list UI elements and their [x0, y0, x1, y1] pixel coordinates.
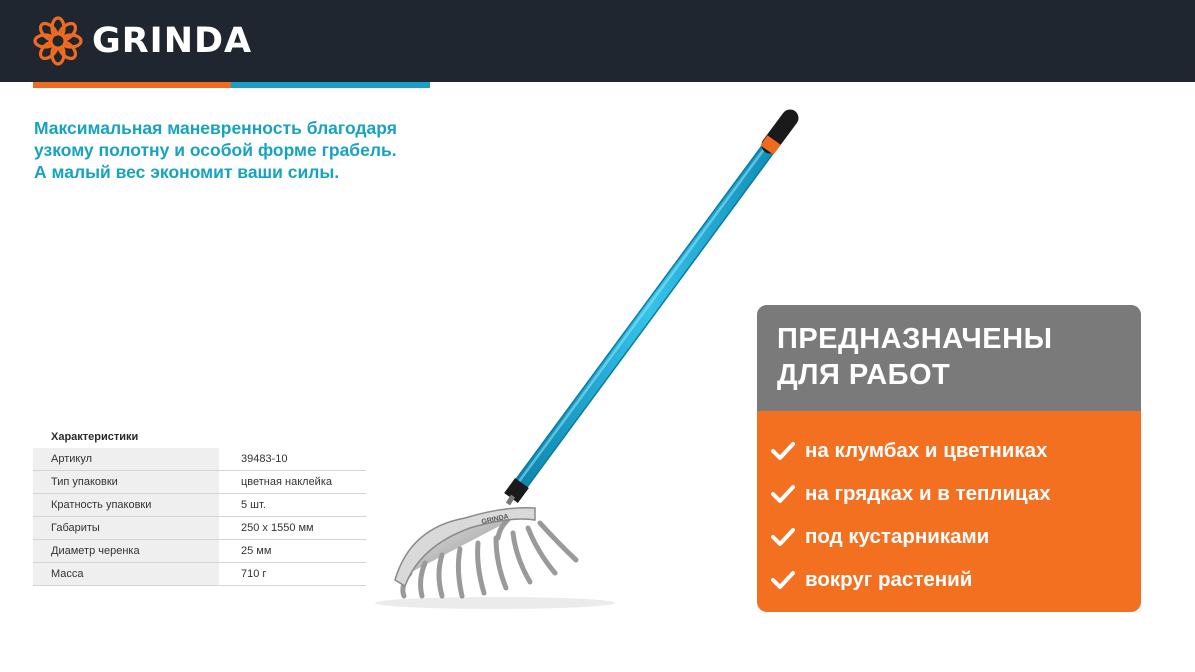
tagline-line-1: Максимальная маневренность благодаря [34, 118, 397, 138]
spec-value: 25 мм [241, 545, 272, 557]
usage-panel-header [757, 305, 1141, 411]
spec-key: Габариты [33, 517, 219, 539]
spec-value: цветная наклейка [241, 476, 332, 488]
tagline-line-2: узкому полотну и особой форме грабель. [34, 140, 397, 160]
spec-key: Кратность упаковки [33, 494, 219, 516]
brand-logo [33, 16, 252, 66]
check-icon [771, 484, 795, 504]
spec-key: Артикул [33, 448, 219, 470]
accent-stripe-orange [33, 82, 231, 88]
usage-item [771, 472, 1141, 515]
spec-key: Тип упаковки [33, 471, 219, 493]
usage-panel [757, 305, 1141, 612]
tagline-line-3: А малый вес экономит ваши силы. [34, 162, 340, 182]
spec-key: Масса [33, 563, 219, 585]
spec-value: 5 шт. [241, 499, 266, 511]
usage-item [771, 558, 1141, 601]
usage-item-label: вокруг растений [805, 567, 973, 591]
specs-title: Характеристики [51, 431, 139, 443]
spec-key: Диаметр черенка [33, 540, 219, 562]
accent-stripe-blue [231, 82, 430, 88]
spec-value: 250 х 1550 мм [241, 522, 314, 534]
header-bar [0, 0, 1195, 82]
spec-row [33, 540, 366, 563]
usage-item [771, 515, 1141, 558]
spec-row [33, 448, 366, 471]
usage-item-label: на клумбах и цветниках [805, 438, 1048, 462]
spec-value: 39483-10 [241, 453, 288, 465]
rake-handle [508, 118, 790, 504]
check-icon [771, 441, 795, 461]
usage-item-label: на грядках и в теплицах [805, 481, 1051, 505]
spec-row [33, 471, 366, 494]
usage-title-line-1: ПРЕДНАЗНАЧЕНЫ [777, 323, 1053, 355]
usage-panel-title [777, 321, 1121, 393]
spec-row [33, 517, 366, 540]
flower-logo-icon [33, 16, 83, 66]
rake-head-label: GRINDA [480, 513, 510, 526]
check-icon [771, 570, 795, 590]
brand-name: GRINDA [92, 20, 253, 61]
spec-row [33, 494, 366, 517]
specs-table [33, 430, 366, 586]
rake-shadow [375, 597, 615, 609]
usage-item-label: под кустарниками [805, 524, 990, 548]
spec-value: 710 г [241, 568, 267, 580]
spec-row [33, 563, 366, 586]
usage-item [771, 429, 1141, 472]
usage-list [757, 411, 1141, 601]
usage-title-line-2: ДЛЯ РАБОТ [777, 359, 951, 391]
check-icon [771, 527, 795, 547]
